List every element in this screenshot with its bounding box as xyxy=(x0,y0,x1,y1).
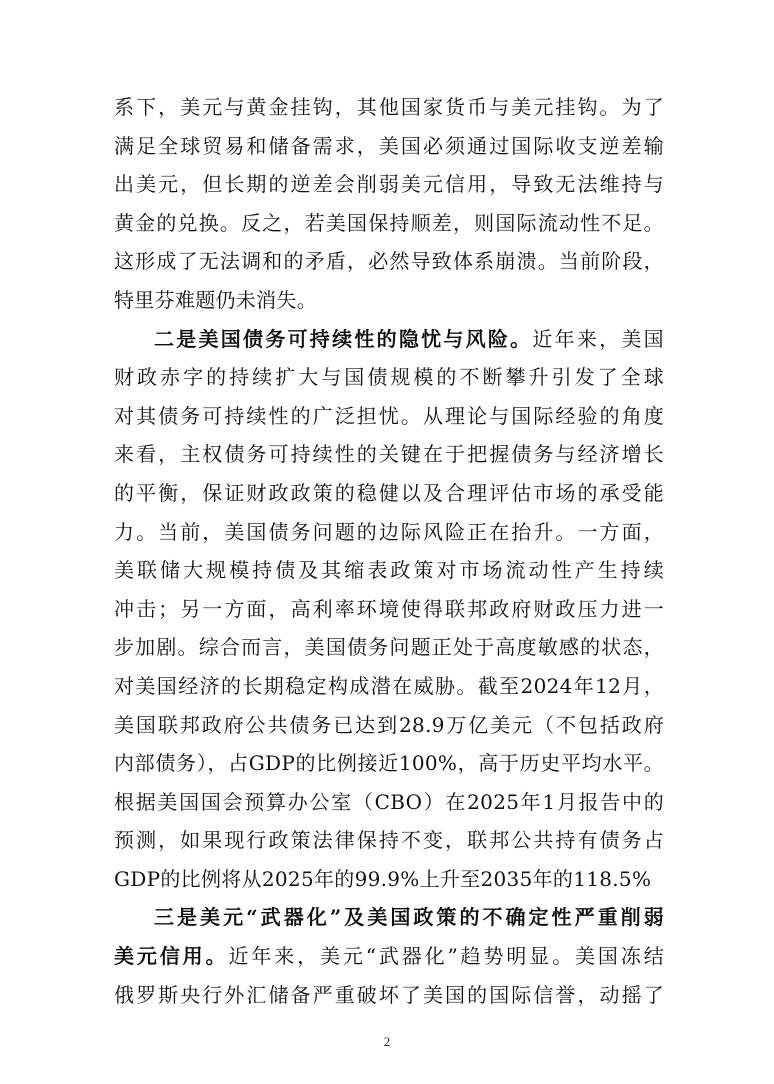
paragraph-heading: 美元信用。 xyxy=(114,944,229,969)
text-line: 俄罗斯央行外汇储备严重破坏了美国的国际信誉，动摇了 xyxy=(114,982,664,1007)
text-line: 美国联邦政府公共债务已达到28.9万亿美元（不包括政府 xyxy=(114,712,664,737)
text-line: 这形成了无法调和的矛盾，必然导致体系崩溃。当前阶段， xyxy=(114,249,664,274)
text-line: 步加剧。综合而言，美国债务问题正处于高度敏感的状态， xyxy=(114,635,664,660)
page-number: 2 xyxy=(383,1034,391,1049)
text-line: 满足全球贸易和储备需求，美国必须通过国际收支逆差输 xyxy=(114,133,664,158)
body-text xyxy=(114,88,664,1014)
text-line: 黄金的兑换。反之，若美国保持顺差，则国际流动性不足。 xyxy=(114,210,664,235)
text-line: 预测，如果现行政策法律保持不变，联邦公共持有债务占 xyxy=(114,828,664,853)
text-line: 系下，美元与黄金挂钩，其他国家货币与美元挂钩。为了 xyxy=(114,95,664,119)
text-line: 的平衡，保证财政政策的稳健以及合理评估市场的承受能 xyxy=(114,480,664,505)
text-line: 对美国经济的长期稳定构成潜在威胁。截至2024年12月， xyxy=(114,673,664,698)
paragraph-heading: 三是美元“武器化”及美国政策的不确定性严重削弱 xyxy=(154,905,664,930)
text-line: 对其债务可持续性的广泛担忧。从理论与国际经验的角度 xyxy=(114,403,664,428)
paragraph-heading: 二是美国债务可持续性的隐忧与风险。 xyxy=(154,326,533,351)
text-line: 财政赤字的持续扩大与国债规模的不断攀升引发了全球 xyxy=(114,365,664,390)
text-run: 近年来，美元“武器化”趋势明显。美国冻结 xyxy=(228,944,665,969)
text-line: 内部债务），占GDP的比例接近100%，高于历史平均水平。 xyxy=(114,751,664,776)
text-line: 根据美国国会预算办公室（CBO）在2025年1月报告中的 xyxy=(114,789,664,814)
text-line: 美联储大规模持债及其缩表政策对市场流动性产生持续 xyxy=(114,558,664,583)
text-line: 特里芬难题仍未消失。 xyxy=(114,287,317,312)
text-line: 冲击；另一方面，高利率环境使得联邦政府财政压力进一 xyxy=(114,596,664,621)
text-line: 力。当前，美国债务问题的边际风险正在抬升。一方面， xyxy=(114,519,664,544)
paragraph-line xyxy=(114,937,664,976)
text-line: GDP的比例将从2025年的99.9%上升至2035年的118.5% xyxy=(114,866,652,891)
text-line: 来看，主权债务可持续性的关键在于把握债务与经济增长 xyxy=(114,442,664,467)
text-run: 近年来，美国 xyxy=(532,326,664,351)
paragraph-first-line xyxy=(114,320,664,359)
text-line: 出美元，但长期的逆差会削弱美元信用，导致无法维持与 xyxy=(114,172,664,197)
